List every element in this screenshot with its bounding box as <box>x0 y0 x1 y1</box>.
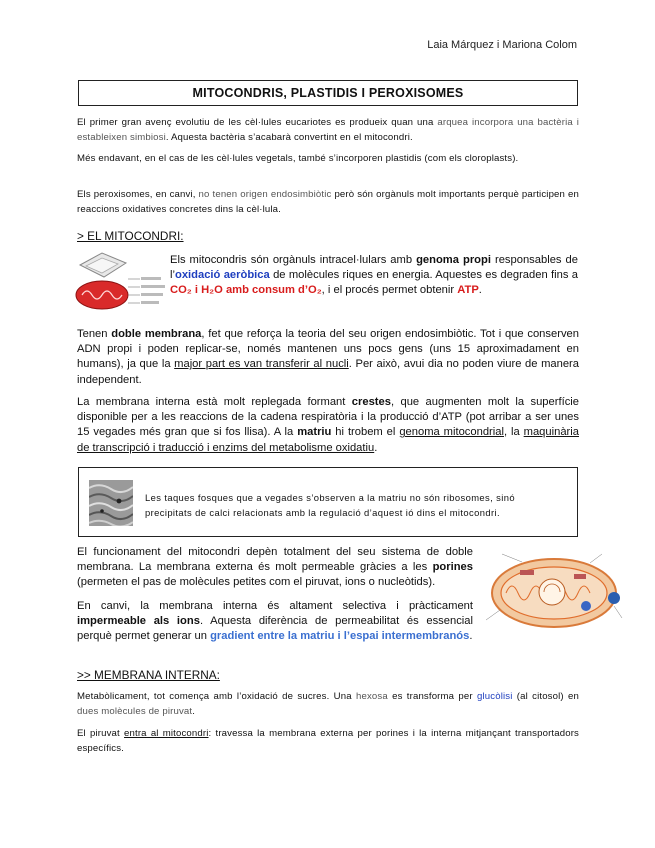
inner-membrane-paragraph: La membrana interna està molt replegada formant crestes, que augmenten molt la superfície disponible per a les reaccions de la cadena respiratòria i la producció d’ATP (pot arribar a ser unes 15 vegades més gran que si fos llisa). A la matriu hi trobem el genoma mitocondrial, la maquinària de transcripció i traducció i enzims del metabolisme oxidatiu. <box>77 396 579 454</box>
section-heading-membrana-interna: >> MEMBRANA INTERNA: <box>77 668 220 682</box>
outer-membrane-paragraph: El funcionament del mitocondri depèn totalment del seu sistema de doble membrana. La membrana externa és molt permeable gràcies a les porines (permeten el pas de molècules petites com el piruvat, ions o nucleòtids). <box>77 546 473 589</box>
mitochondria-intro-paragraph: Els mitocondris són orgànuls intracel·lulars amb genoma propi responsables de l’oxidació aeròbica de molècules riques en energia. Aquestes es degraden fins a CO₂ i H₂O amb consum d’O₂, i el procés permet obtenir ATP. <box>170 254 578 297</box>
intro-paragraph-3: Els peroxisomes, en canvi, no tenen origen endosimbiòtic però són orgànuls molt importants perquè participen en reaccions oxidatives concretes dins la cèl·lula. <box>77 189 579 215</box>
double-membrane-paragraph: Tenen doble membrana, fet que reforça la teoria del seu origen endosimbiòtic. Tot i que conserven ADN propi i poden replicar-se, només mantenen uns pocs gens (uns 15 aproximadament en humans), ja que la major part es van transferir al nucli. Per això, avui dia no poden viure de manera independent. <box>77 328 580 386</box>
pyruvate-entry-paragraph: El piruvat entra al mitocondri: travessa la membrana externa per porines i la interna mitjançant transportadors específics. <box>77 728 579 754</box>
section-heading-mitocondri: > EL MITOCONDRI: <box>77 229 184 243</box>
document-title: MITOCONDRIS, PLASTIDIS I PEROXISOMES <box>78 80 578 106</box>
intro-paragraph-2: Més endavant, en el cas de les cèl·lules vegetals, també s’incorporen plastidis (com els cloroplasts). <box>77 153 519 164</box>
calcium-note-box <box>78 467 578 537</box>
intro-paragraph-1: El primer gran avenç evolutiu de les cèl·lules eucariotes es produeix quan una arquea incorpora una bactèria i estableixen simbiosi. Aquesta bactèria s’acabarà convertint en el mitocondri. <box>77 117 579 143</box>
mitochondrial-respiration-diagram <box>482 548 630 636</box>
inner-membrane-selectivity-paragraph: En canvi, la membrana interna és altament selectiva i pràcticament impermeable als ions. Aquesta diferència de permeabilitat és essencial perquè permet generar un gradient entre la matriu i l’espai intermembranós. <box>77 600 473 643</box>
page-header-authors: Laia Márquez i Mariona Colom <box>427 39 577 51</box>
calcium-note-text: Les taques fosques que a vegades s’observen a la matriu no són ribosomes, sinó precipitats de calci relacionats amb la regulació d’aquest ió dins el mitocondri. <box>145 492 515 518</box>
mitochondrion-illustration <box>74 251 168 319</box>
micrograph-image <box>89 480 133 526</box>
glycolysis-paragraph: Metabòlicament, tot comença amb l’oxidació de sucres. Una hexosa es transforma per glucòlisi (al citosol) en dues molècules de piruvat. <box>77 691 579 717</box>
